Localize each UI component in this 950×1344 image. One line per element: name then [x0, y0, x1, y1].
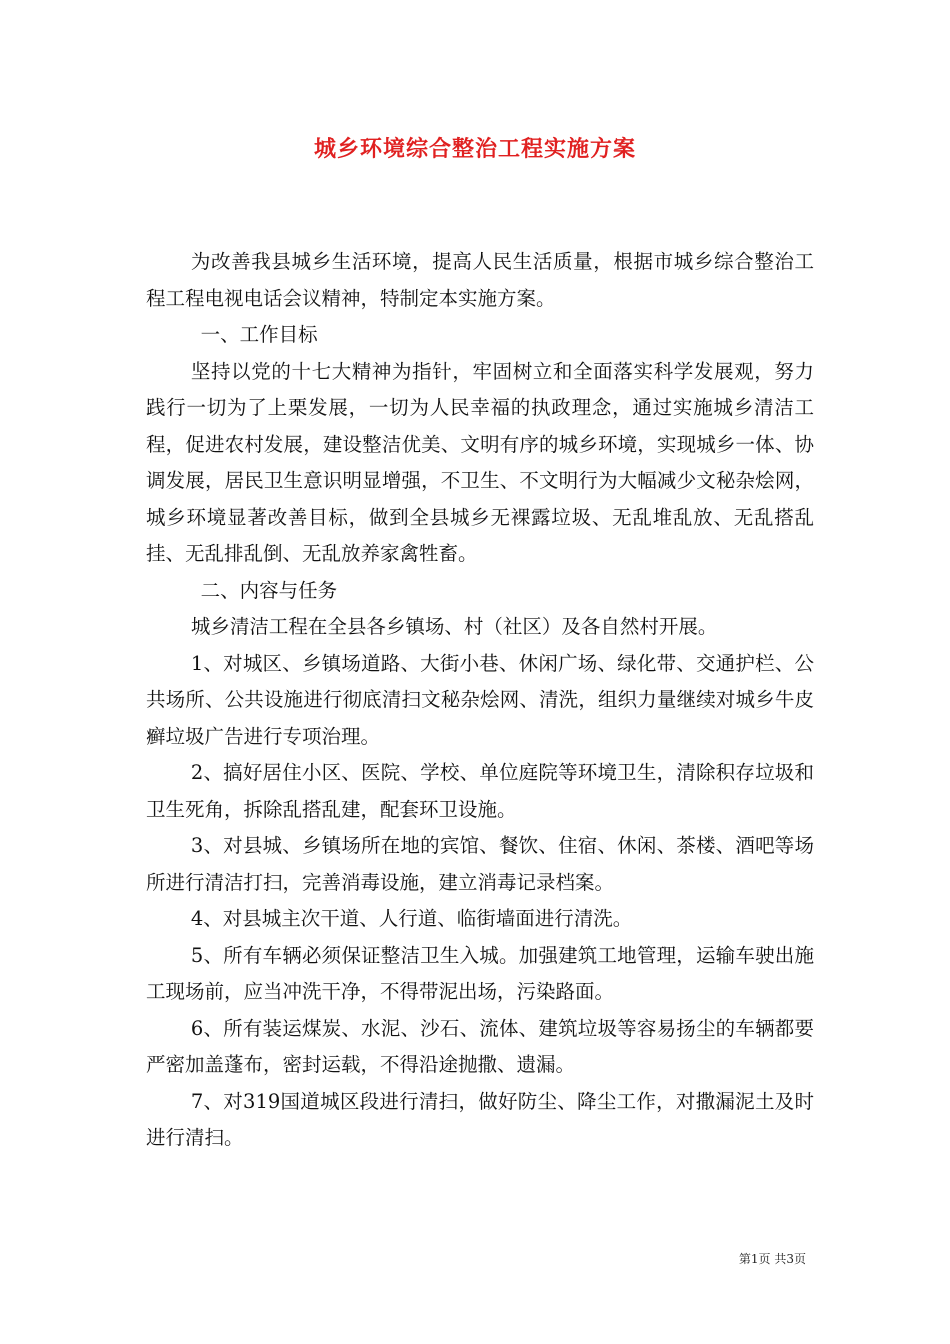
- page-number-footer: 第1页 共3页: [738, 1252, 806, 1266]
- task-item-3: 3、对县城、乡镇场所在地的宾馆、餐饮、住宿、休闲、茶楼、酒吧等场所进行清洁打扫，完善消毒设施，建立消毒记录档案。: [146, 834, 814, 894]
- task-item-7: 7、对319国道城区段进行清扫，做好防尘、降尘工作，对撒漏泥土及时进行清扫。: [146, 1089, 814, 1149]
- tasks-intro-paragraph: 城乡清洁工程在全县各乡镇场、村（社区）及各自然村开展。: [190, 615, 718, 638]
- task-item-5: 5、所有车辆必须保证整洁卫生入城。加强建筑工地管理，运输车驶出施工现场前，应当冲洗干净，不得带泥出场，污染路面。: [146, 943, 814, 1003]
- section-heading-tasks: 二、内容与任务: [200, 578, 338, 602]
- task-item-2: 2、搞好居住小区、医院、学校、单位庭院等环境卫生，清除积存垃圾和卫生死角，拆除乱搭乱建，配套环卫设施。: [146, 761, 814, 821]
- task-item-4: 4、对县城主次干道、人行道、临街墙面进行清洗。: [190, 907, 633, 930]
- page-title: 城乡环境综合整治工程实施方案: [313, 136, 636, 162]
- section-heading-goals: 一、工作目标: [200, 323, 318, 346]
- document-body: [146, 244, 814, 1157]
- intro-paragraph: 为改善我县城乡生活环境，提高人民生活质量，根据市城乡综合整治工程工程电视电话会议精神，特制定本实施方案。: [146, 250, 814, 310]
- task-item-1: 1、对城区、乡镇场道路、大街小巷、休闲广场、绿化带、交通护栏、公共场所、公共设施进行彻底清扫文秘杂烩网、清洗，组织力量继续对城乡牛皮癣垃圾广告进行专项治理。: [146, 651, 814, 748]
- goals-paragraph: 坚持以党的十七大精神为指针，牢固树立和全面落实科学发展观，努力践行一切为了上栗发展，一切为人民幸福的执政理念，通过实施城乡清洁工程，促进农村发展，建设整洁优美、文明有序的城乡环境，实现城乡一体、协调发展，居民卫生意识明显增强，不卫生、不文明行为大幅减少文秘杂烩网，城乡环境显著改善目标，做到全县城乡无裸露垃圾、无乱堆乱放、无乱搭乱挂、无乱排乱倒、无乱放养家禽牲畜。: [146, 359, 814, 565]
- task-item-6: 6、所有装运煤炭、水泥、沙石、流体、建筑垃圾等容易扬尘的车辆都要严密加盖蓬布，密封运载，不得沿途抛撒、遗漏。: [146, 1016, 814, 1076]
